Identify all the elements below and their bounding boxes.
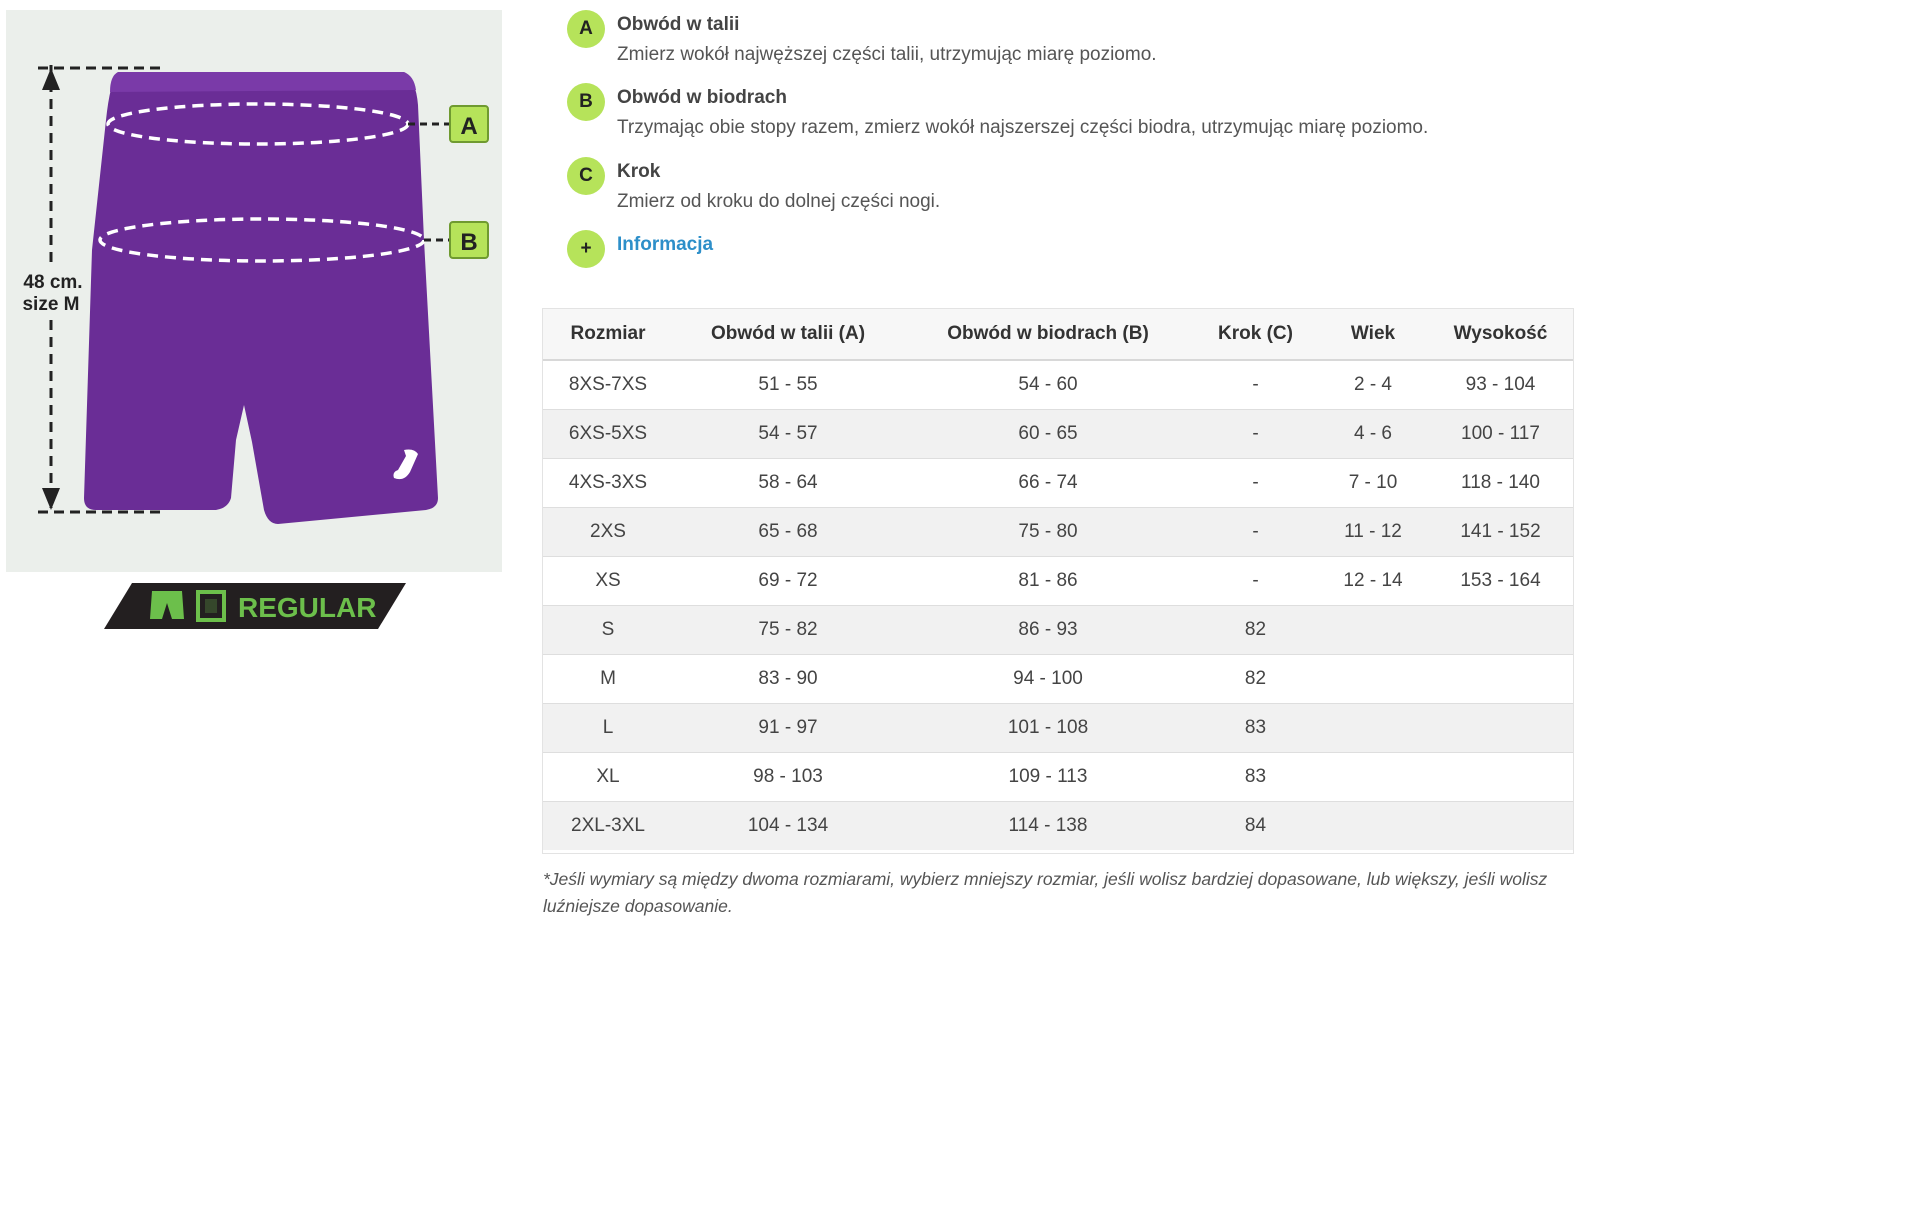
cell-size: 2XS — [543, 508, 673, 557]
table-row — [543, 360, 1573, 410]
table-row — [543, 459, 1573, 508]
cell-inseam: 82 — [1193, 655, 1318, 704]
cell-height — [1428, 704, 1573, 753]
cell-hips: 101 - 108 — [903, 704, 1193, 753]
cell-age — [1318, 606, 1428, 655]
cell-height: 141 - 152 — [1428, 508, 1573, 557]
info-link[interactable]: Informacja — [617, 234, 714, 255]
cell-age — [1318, 655, 1428, 704]
header-size: Rozmiar — [543, 309, 673, 360]
arrow-up-icon — [42, 68, 60, 90]
shorts-shape — [84, 72, 438, 524]
header-hips: Obwód w biodrach (B) — [903, 309, 1193, 360]
cell-size: M — [543, 655, 673, 704]
cell-hips: 94 - 100 — [903, 655, 1193, 704]
cell-age: 11 - 12 — [1318, 508, 1428, 557]
cell-size: 4XS-3XS — [543, 459, 673, 508]
cell-age: 12 - 14 — [1318, 557, 1428, 606]
cell-height — [1428, 655, 1573, 704]
table-row — [543, 704, 1573, 753]
arrow-down-icon — [42, 488, 60, 510]
cell-waist: 69 - 72 — [673, 557, 903, 606]
marker-b-label: B — [460, 229, 478, 256]
cell-waist: 83 - 90 — [673, 655, 903, 704]
cell-size: 8XS-7XS — [543, 360, 673, 410]
cell-hips: 54 - 60 — [903, 360, 1193, 410]
cell-height: 100 - 117 — [1428, 410, 1573, 459]
cell-hips: 75 - 80 — [903, 508, 1193, 557]
cell-hips: 86 - 93 — [903, 606, 1193, 655]
cell-age — [1318, 802, 1428, 851]
cell-hips: 109 - 113 — [903, 753, 1193, 802]
cell-hips: 60 - 65 — [903, 410, 1193, 459]
header-age: Wiek — [1318, 309, 1428, 360]
letter-a-badge: A — [567, 10, 605, 48]
cell-inseam: 83 — [1193, 704, 1318, 753]
shorts-diagram — [6, 10, 502, 572]
fit-badge — [104, 583, 406, 629]
legend-title-hips: Obwód w biodrach — [617, 87, 787, 108]
cell-inseam: - — [1193, 459, 1318, 508]
cell-age: 4 - 6 — [1318, 410, 1428, 459]
cell-inseam: - — [1193, 508, 1318, 557]
table-row — [543, 802, 1573, 851]
length-label-line1: 48 cm. — [23, 272, 83, 293]
cell-waist: 58 - 64 — [673, 459, 903, 508]
plus-icon[interactable]: + — [567, 230, 605, 268]
table-row — [543, 508, 1573, 557]
cell-size: L — [543, 704, 673, 753]
size-footnote — [543, 866, 1573, 920]
footnote-line-2: luźniejsze dopasowanie. — [543, 896, 733, 916]
letter-c-badge: C — [567, 157, 605, 195]
legend-title-inseam: Krok — [617, 161, 661, 182]
cell-size: XL — [543, 753, 673, 802]
header-height: Wysokość — [1428, 309, 1573, 360]
cell-inseam: - — [1193, 557, 1318, 606]
cell-size: S — [543, 606, 673, 655]
cell-waist: 51 - 55 — [673, 360, 903, 410]
legend-desc-inseam: Zmierz od kroku do dolnej części nogi. — [617, 191, 941, 212]
cell-height — [1428, 802, 1573, 851]
legend-title-waist: Obwód w talii — [617, 14, 740, 35]
cell-size: 6XS-5XS — [543, 410, 673, 459]
cell-age: 2 - 4 — [1318, 360, 1428, 410]
cell-waist: 98 - 103 — [673, 753, 903, 802]
cell-inseam: 84 — [1193, 802, 1318, 851]
marker-a-label: A — [460, 113, 478, 140]
cell-inseam: 83 — [1193, 753, 1318, 802]
cell-inseam: - — [1193, 360, 1318, 410]
letter-b-badge: B — [567, 83, 605, 121]
table-row — [543, 410, 1573, 459]
cell-waist: 104 - 134 — [673, 802, 903, 851]
cell-height: 118 - 140 — [1428, 459, 1573, 508]
footnote-line-1: *Jeśli wymiary są między dwoma rozmiarami, wybierz mniejszy rozmiar, jeśli wolisz bardziej dopasowane, lub większy, jeśli wolisz — [543, 869, 1548, 889]
cell-waist: 65 - 68 — [673, 508, 903, 557]
cell-waist: 75 - 82 — [673, 606, 903, 655]
header-waist: Obwód w talii (A) — [673, 309, 903, 360]
shorts-illustration — [6, 10, 502, 572]
table-row — [543, 557, 1573, 606]
cell-height: 93 - 104 — [1428, 360, 1573, 410]
waistband — [110, 72, 416, 92]
cell-hips: 81 - 86 — [903, 557, 1193, 606]
fit-label: REGULAR — [238, 592, 377, 623]
cell-hips: 66 - 74 — [903, 459, 1193, 508]
table-row — [543, 606, 1573, 655]
table-row — [543, 753, 1573, 802]
cell-inseam: - — [1193, 410, 1318, 459]
cell-waist: 91 - 97 — [673, 704, 903, 753]
cell-size: 2XL-3XL — [543, 802, 673, 851]
cell-size: XS — [543, 557, 673, 606]
header-inseam: Krok (C) — [1193, 309, 1318, 360]
cell-height: 153 - 164 — [1428, 557, 1573, 606]
cell-height — [1428, 753, 1573, 802]
size-table — [543, 309, 1573, 850]
cell-hips: 114 - 138 — [903, 802, 1193, 851]
legend-desc-waist: Zmierz wokół najwęższej części talii, utrzymując miarę poziomo. — [617, 44, 1157, 65]
length-label-line2: size M — [22, 294, 80, 315]
cell-inseam: 82 — [1193, 606, 1318, 655]
cell-waist: 54 - 57 — [673, 410, 903, 459]
cell-age: 7 - 10 — [1318, 459, 1428, 508]
cell-age — [1318, 753, 1428, 802]
legend-desc-hips: Trzymając obie stopy razem, zmierz wokół najszerszej części biodra, utrzymując miarę poziomo. — [617, 117, 1429, 138]
table-header-row — [543, 309, 1573, 360]
cell-height — [1428, 606, 1573, 655]
table-row — [543, 655, 1573, 704]
cell-age — [1318, 704, 1428, 753]
